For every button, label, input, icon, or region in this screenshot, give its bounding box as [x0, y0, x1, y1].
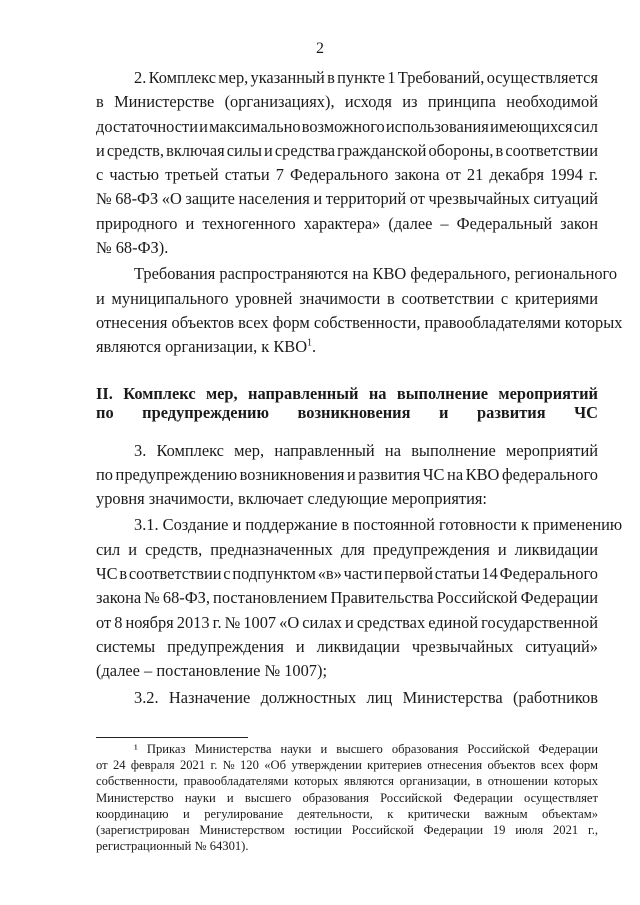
- paragraph-requirements: [96, 262, 623, 359]
- text-line: [96, 335, 598, 359]
- text-line: закона № 68-ФЗ, постановлением Правительства Российской Федерации: [96, 588, 598, 608]
- text-line: № 68-ФЗ «О защите населения и территорий от чрезвычайных ситуаций: [96, 189, 598, 209]
- heading-line: по предупреждению возникновения и развития ЧС: [96, 402, 598, 422]
- paragraph-3-1: [96, 513, 623, 683]
- text-line: ЧС в соответствии с подпунктом «в» части первой статьи 14 Федерального: [96, 564, 598, 584]
- paragraph-3: [96, 439, 598, 512]
- text-line: по предупреждению возникновения и развития ЧС на КВО федерального: [96, 464, 598, 484]
- text-line: и муниципального уровней значимости в соответствии с критериями: [96, 288, 598, 308]
- text-line: в Министерстве (организациях), исходя из принципа необходимой: [96, 92, 598, 112]
- footnote-separator: [96, 737, 248, 738]
- text-line: достаточности и максимально возможного использования имеющихся сил: [96, 116, 598, 136]
- paragraph-3-2: [96, 686, 598, 710]
- text-line: отнесения объектов всех форм собственности, правообладателями которых: [96, 312, 623, 332]
- text-line: Требования распространяются на КВО федерального, регионального: [134, 264, 618, 284]
- text-line: от 8 ноября 2013 г. № 1007 «О силах и средствах единой государственной: [96, 612, 598, 632]
- text-line: 3.1. Создание и поддержание в постоянной готовности к применению: [134, 515, 623, 535]
- footnote-line: от 24 февраля 2021 г. № 120 «Об утверждении критериев отнесения объектов всех форм: [96, 758, 598, 773]
- heading-line: II. Комплекс мер, направленный на выполнение мероприятий: [96, 383, 598, 403]
- footnote-line: Министерство науки и высшего образования Российской Федерации осуществляет: [96, 790, 598, 805]
- footnote-line: ¹ Приказ Министерства науки и высшего образования Российской Федерации: [134, 742, 598, 756]
- footnote-line: координацию и регулирование деятельности, к критически важным объектам»: [96, 806, 598, 821]
- text-line: 3.2. Назначение должностных лиц Министерства (работников: [134, 687, 598, 707]
- text-line: природного и техногенного характера» (далее – Федеральный закон: [96, 213, 598, 233]
- text-line: системы предупреждения и ликвидации чрезвычайных ситуаций»: [96, 636, 598, 656]
- footnote-line: (зарегистрирован Министерством юстиции Российской Федерации 19 июля 2021 г.,: [96, 823, 598, 838]
- text-line: 2. Комплекс мер, указанный в пункте 1 Требований, осуществляется: [134, 68, 598, 87]
- document-body: [96, 66, 623, 710]
- text-line: (далее – постановление № 1007);: [96, 661, 328, 681]
- section-heading: [96, 384, 598, 422]
- text-line: 3. Комплекс мер, направленный на выполнение мероприятий: [134, 440, 598, 460]
- footnote-line: регистрационный № 64301).: [96, 839, 249, 854]
- text-line: № 68-ФЗ).: [96, 238, 169, 258]
- text-line: с частью третьей статьи 7 Федерального закона от 21 декабря 1994 г.: [96, 165, 598, 185]
- footnote-reference[interactable]: 1: [307, 337, 313, 349]
- paragraph-2: [96, 66, 598, 260]
- text-line: уровня значимости, включает следующие мероприятия:: [96, 489, 487, 509]
- page-number: 2: [316, 40, 324, 57]
- footnote: [96, 741, 598, 854]
- text-fragment: .: [312, 337, 317, 357]
- text-fragment: являются организации, к КВО: [96, 337, 308, 357]
- footnote-line: собственности, правообладателями которых являются организации, в отношении которых: [96, 774, 598, 789]
- text-line: и средств, включая силы и средства гражданской обороны, в соответствии: [96, 140, 598, 160]
- text-line: сил и средств, предназначенных для предупреждения и ликвидации: [96, 539, 598, 559]
